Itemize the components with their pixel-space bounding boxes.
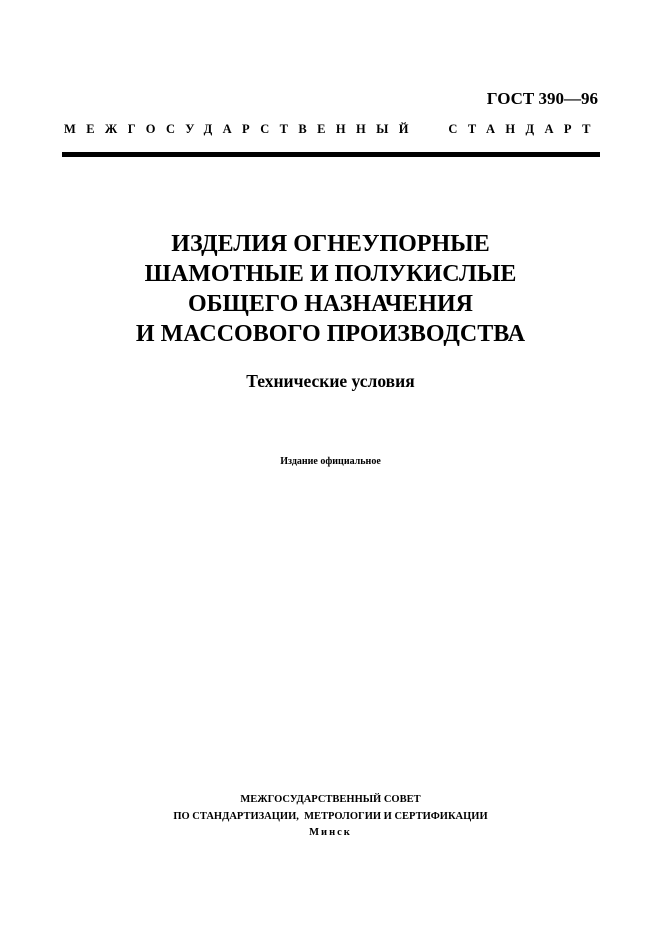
publisher-line: ПО СТАНДАРТИЗАЦИИ, МЕТРОЛОГИИ И СЕРТИФИКАЦИИ [173,810,488,822]
publisher-block [0,792,661,842]
title-line: И МАССОВОГО ПРОИЗВОДСТВА [135,321,526,347]
title-line: ИЗДЕЛИЯ ОГНЕУПОРНЫЕ [171,231,490,257]
title-line: ШАМОТНЫЕ И ПОЛУКИСЛЫЕ [144,261,517,287]
standard-kind: МЕЖГОСУДАРСТВЕННЫЙ СТАНДАРТ [64,122,601,136]
title-line: ОБЩЕГО НАЗНАЧЕНИЯ [188,291,473,317]
publisher-city: Минск [309,827,352,838]
document-subtitle: Технические условия [246,371,415,391]
document-title [0,229,661,349]
edition-note: Издание официальное [280,456,381,467]
header-rule [62,152,600,157]
standard-code: ГОСТ 390—96 [486,89,598,108]
publisher-line: МЕЖГОСУДАРСТВЕННЫЙ СОВЕТ [240,794,421,805]
